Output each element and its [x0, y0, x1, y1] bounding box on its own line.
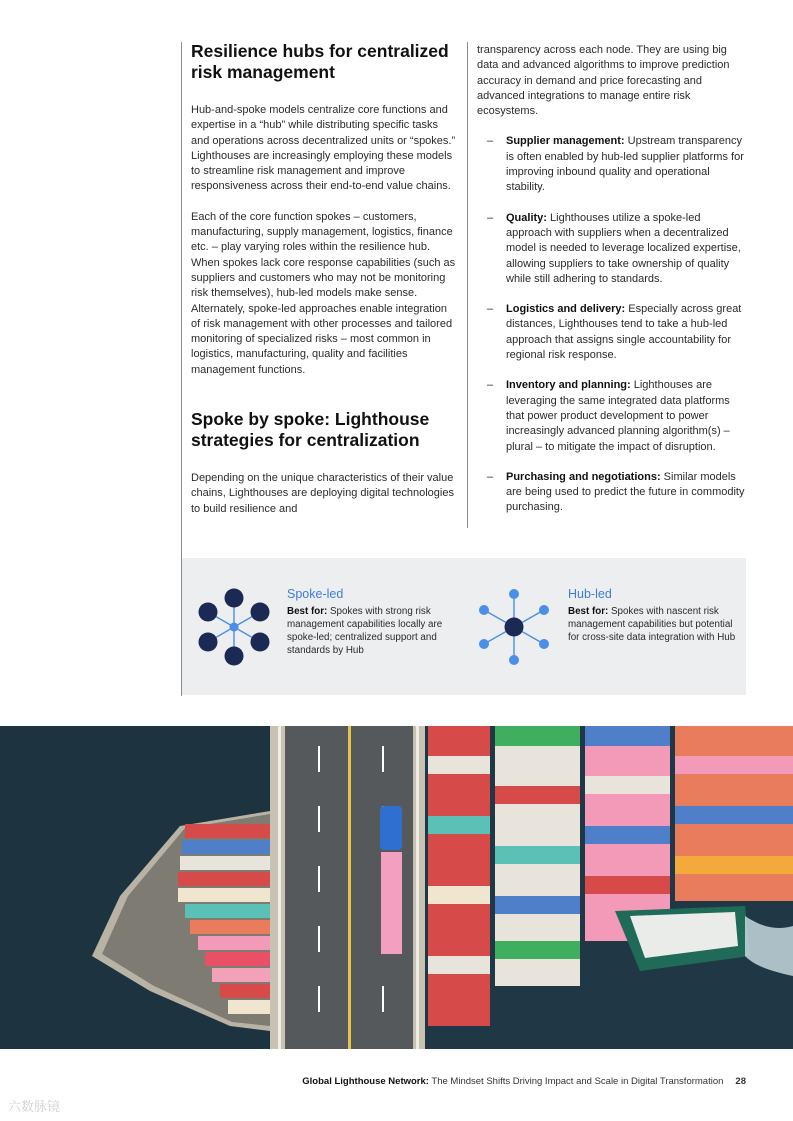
page-footer [302, 1076, 746, 1087]
truck-trailer [381, 852, 402, 954]
bullet-text: Similar models are being used to predict the future in commodity purchasing. [506, 470, 745, 514]
best-for-text: Spokes with strong risk management capabilities locally are spoke-led; centralized support and standards by Hub [287, 606, 443, 656]
hub-led-diagram-icon [476, 586, 552, 668]
spoke-led-title: Spoke-led [287, 587, 344, 601]
hub-node [230, 623, 239, 632]
best-for-text: Spokes with nascent risk management capabilities but potential for cross-site data integration with Hub [568, 606, 736, 643]
bullet-dash: – [487, 379, 494, 392]
hub-spoke-panel [182, 558, 746, 695]
spoke-led-diagram-icon [196, 586, 272, 668]
best-for-label: Best for: [287, 606, 328, 617]
hub-led-title: Hub-led [568, 587, 612, 601]
bullet-text: Lighthouses are leveraging the same integrated data platforms that power product development to power increasingly advanced planning algorithm(s) – plural – to mitigate the impact of disruption. [506, 379, 730, 453]
bullet-text: Upstream transparency is often enabled by hub-led supplier platforms for improving inbound quality and operational stability. [506, 135, 744, 194]
bullet-supplier-management [477, 134, 745, 195]
paragraph-hub-and-spoke: Hub-and-spoke models centralize core functions and expertise in a “hub” while distributing specific tasks and operations across decentralized units or “spokes.” Lighthouses are increasingly employing these models to streamline risk management and improve responsiveness across their end-to-end value chains. [191, 104, 456, 193]
watermark-logo: 六数脉镜 [8, 1099, 61, 1114]
right-column [477, 43, 745, 516]
bullet-dash: – [487, 303, 494, 316]
paragraph-core-function-spokes: Each of the core function spokes – customers, manufacturing, supply management, logistics, finance etc. – play varying roles within the resilience hub. When spokes lack core response capabilities (such as suppliers and customers who may not be monitoring risk themselves), hub-led models make sense. Alternately, spoke-led approaches enable integration of risk management with other processes and tailored monitoring of specialized risks – most common in logistics, manufacturing, quality and facilities management functions. [191, 210, 456, 376]
bullet-title: Quality: [506, 211, 547, 224]
bullet-purchasing [477, 470, 745, 516]
footer-title: Global Lighthouse Network: [302, 1076, 429, 1087]
truck-cab [380, 806, 402, 850]
page-number: 28 [735, 1076, 746, 1087]
bullet-title: Logistics and delivery: [506, 303, 626, 316]
bullet-title: Purchasing and negotiations: [506, 470, 661, 483]
center-divider-line [467, 42, 468, 528]
aerial-photo-container-ship [0, 726, 793, 1049]
best-for-label: Best for: [568, 606, 609, 617]
left-column [191, 41, 457, 517]
bullet-title: Supplier management: [506, 135, 625, 148]
bullet-text: Especially across great distances, Lighthouses tend to take a hub-led approach that assigns single accountability for regional risk response. [506, 303, 742, 362]
footer-subtitle: The Mindset Shifts Driving Impact and Scale in Digital Transformation [428, 1076, 724, 1087]
bullet-title: Inventory and planning: [506, 379, 631, 392]
bullet-inventory [477, 378, 745, 454]
photo-illustration [0, 726, 793, 1049]
spoke-led-description [287, 605, 457, 657]
hub-led-description [568, 605, 738, 644]
bullet-quality [477, 211, 745, 287]
bullet-logistics [477, 302, 745, 363]
bullet-dash: – [487, 211, 494, 224]
bullet-dash: – [487, 470, 494, 483]
paragraph-depending-on: Depending on the unique characteristics of their value chains, Lighthouses are deploying digital technologies to build resilience and [191, 472, 454, 515]
heading-resilience-hubs: Resilience hubs for centralized risk management [191, 41, 449, 82]
heading-spoke-by-spoke: Spoke by spoke: Lighthouse strategies for centralization [191, 409, 430, 451]
hub-node [505, 618, 524, 637]
paragraph-transparency: transparency across each node. They are using big data and advanced algorithms to improve prediction accuracy in demand and price forecasting and advanced integrations to manage entire risk ecosystems. [477, 44, 730, 118]
bullet-text: Lighthouses utilize a spoke-led approach with suppliers when a decentralized model is needed to leverage localized expertise, allowing suppliers to take ownership of quality while still adhering to standards. [506, 211, 741, 285]
bullet-dash: – [487, 135, 494, 148]
